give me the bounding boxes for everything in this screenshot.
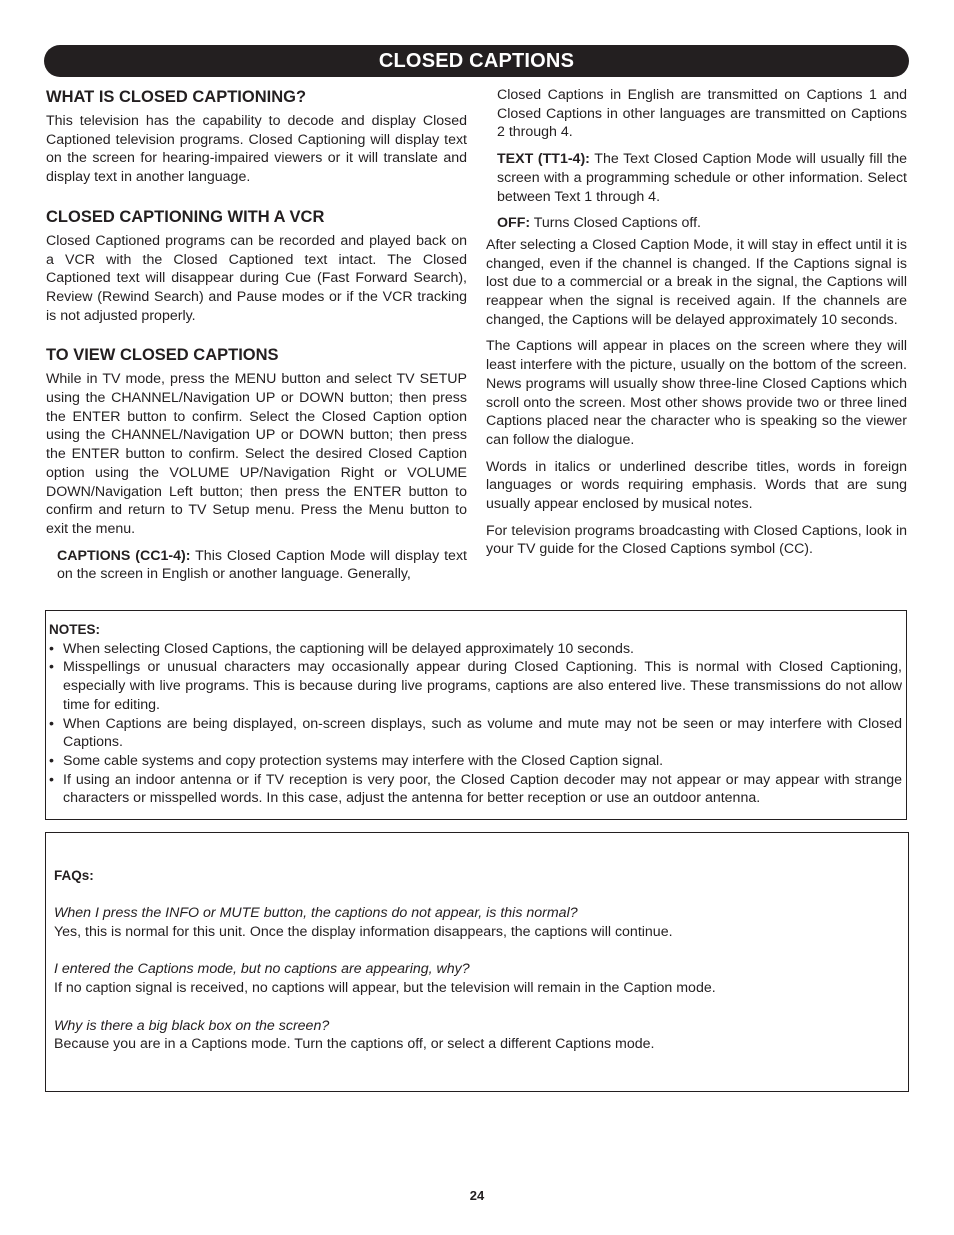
- off-mode-label: OFF:: [497, 215, 531, 232]
- left-column: [46, 86, 467, 584]
- notes-box: [45, 610, 907, 820]
- caption-placement-paragraph: The Captions will appear in places on the screen where they will least interfere with the picture, usually on the bottom of the screen. News programs will usually show three-line Closed Captions which scroll onto the screen. Most other shows provide two or three lined Captions placed near the character who is speaking so the viewer can follow the dialogue.: [486, 338, 907, 448]
- bullet: •: [49, 715, 54, 732]
- text-mode-paragraph: [486, 150, 907, 206]
- section-heading-what-is: WHAT IS CLOSED CAPTIONING?: [46, 88, 307, 106]
- section-heading-vcr: CLOSED CAPTIONING WITH A VCR: [46, 207, 325, 226]
- faq-question: I entered the Captions mode, but no captions are appearing, why?: [54, 961, 470, 978]
- text-mode-text: The Text Closed Caption Mode will usually fill the screen with a programming schedule or other information. Select between Text 1 through 4.: [497, 151, 908, 205]
- faq-question: Why is there a big black box on the screen?: [54, 1017, 330, 1034]
- section-body-vcr: Closed Captioned programs can be recorded and played back on a VCR with the Closed Captioned text intact. The Closed Captioned text will disappear during Cue (Fast Forward Search), Review (Rewind Search) and Pause modes or if the VCR tracking is not adjusted properly.: [46, 232, 467, 324]
- captions-mode-text: This Closed Caption Mode will display text on the screen in English or another language. Generally,: [57, 547, 467, 583]
- page-title: CLOSED CAPTIONS: [378, 50, 575, 72]
- note-item: • Some cable systems and copy protection systems may interfere with the Closed Caption signal.: [49, 752, 664, 769]
- text-mode-label: TEXT (TT1-4):: [497, 151, 590, 168]
- bullet: •: [49, 640, 54, 657]
- faq-item: [54, 1017, 900, 1054]
- section-body-what-is: This television has the capability to decode and display Closed Captioned television programs. Closed Captioning will display text on the screen for hearing-impaired viewers or it will translate and display text in another language.: [46, 113, 467, 186]
- faq-title: FAQs:: [54, 868, 94, 883]
- section-body-view: While in TV mode, press the MENU button and select TV SETUP using the CHANNEL/Navigation UP or DOWN button; then press the ENTER button to confirm. Select the Closed Caption option using the CHANNEL/Navigation UP or DOWN button; then press the ENTER button to confirm. Select the desired Closed Caption option using the VOLUME UP/Navigation Right or VOLUME DOWN/Navigation Left button; then press the ENTER button to confirm and return to TV Setup menu. Press the Menu button to exit the menu.: [46, 371, 467, 537]
- tv-guide-paragraph: For television programs broadcasting with Closed Captions, look in your TV guide for the Closed Captions symbol (CC).: [486, 522, 907, 558]
- note-item: • Misspellings or unusual characters may occasionally appear during Closed Captioning. This is normal with Closed Captioning, especially with live programs. This is because during live programs, captions are also entered live. These transmissions do not allow time for editing.: [49, 659, 902, 713]
- bullet: •: [49, 659, 54, 676]
- faq-answer: If no caption signal is received, no captions will appear, but the television will remain in the Caption mode.: [54, 980, 716, 997]
- note-item: • When selecting Closed Captions, the captioning will be delayed approximately 10 seconds.: [49, 640, 634, 657]
- notes-list: [49, 640, 902, 808]
- page-number: 24: [469, 1188, 485, 1203]
- page-title-banner: [44, 45, 909, 77]
- captions-mode-continued: Closed Captions in English are transmitted on Captions 1 and Closed Captions in other languages are transmitted on Captions 2 through 4.: [497, 87, 907, 141]
- italics-paragraph: Words in italics or underlined describe titles, words in foreign languages or words requiring emphasis. Words that are sung usually appear enclosed by musical notes.: [486, 458, 907, 513]
- faq-question: When I press the INFO or MUTE button, the captions do not appear, is this normal?: [54, 905, 578, 922]
- faq-item: [54, 904, 900, 941]
- off-mode-paragraph: [486, 214, 907, 233]
- bullet: •: [49, 752, 54, 769]
- captions-mode-label: CAPTIONS (CC1-4):: [57, 547, 191, 564]
- captions-mode-paragraph: [46, 547, 467, 584]
- bullet: •: [49, 771, 54, 788]
- note-item: • When Captions are being displayed, on-screen displays, such as volume and mute may not be seen or may interfere with Closed Captions.: [49, 715, 902, 751]
- faq-answer: Because you are in a Captions mode. Turn the captions off, or select a different Captions mode.: [54, 1036, 655, 1053]
- faq-item: [54, 960, 900, 997]
- faq-answer: Yes, this is normal for this unit. Once the display information disappears, the captions will continue.: [54, 924, 673, 941]
- off-mode-text: Turns Closed Captions off.: [530, 215, 701, 232]
- faq-box: [45, 832, 909, 1092]
- notes-title: NOTES:: [49, 622, 101, 637]
- right-column: [486, 86, 907, 567]
- section-heading-view: TO VIEW CLOSED CAPTIONS: [46, 346, 279, 365]
- note-item: • If using an indoor antenna or if TV reception is very poor, the Closed Caption decoder may not appear or may appear with strange characters or misspelled words. In this case, adjust the antenna for better reception or use an outdoor antenna.: [49, 771, 902, 807]
- mode-persistence-paragraph: After selecting a Closed Caption Mode, it will stay in effect until it is changed, even if the channel is changed. If the Captions signal is lost due to a commercial or a break in the signal, the Captions will reappear when the signal is received again. If the channels are changed, the Captions will be delayed approximately 10 seconds.: [486, 236, 907, 328]
